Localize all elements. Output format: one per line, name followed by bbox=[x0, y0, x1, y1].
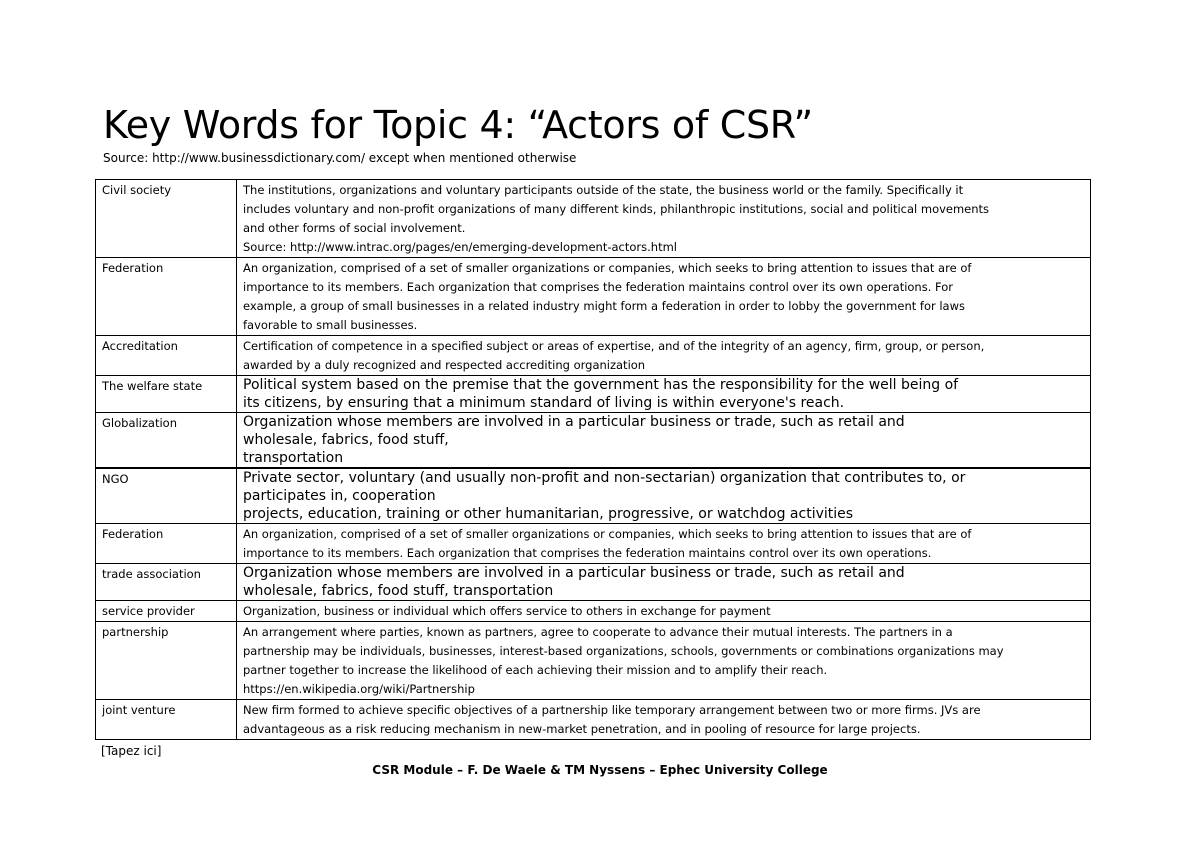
keywords-table bbox=[95, 179, 1091, 740]
definition-line: Certification of competence in a specified subject or areas of expertise, and of the integrity of an agency, firm, group, or person, bbox=[243, 339, 985, 353]
term-cell: service provider bbox=[96, 601, 237, 622]
definition-line: Source: http://www.intrac.org/pages/en/emerging-development-actors.html bbox=[243, 240, 677, 254]
definition-line: participates in, cooperation bbox=[243, 488, 436, 504]
source-line: Source: http://www.businessdictionary.com/ except when mentioned otherwise bbox=[103, 151, 577, 165]
definition-line: Organization whose members are involved in a particular business or trade, such as retail and bbox=[243, 565, 905, 581]
definition-line: wholesale, fabrics, food stuff, bbox=[243, 432, 449, 448]
definition-line: and other forms of social involvement. bbox=[243, 221, 466, 235]
term-cell: joint venture bbox=[96, 700, 237, 740]
definition-cell bbox=[237, 376, 1091, 413]
definition-line: advantageous as a risk reducing mechanism in new-market penetration, and in pooling of resource for large projects. bbox=[243, 722, 921, 736]
definition-cell bbox=[237, 413, 1091, 469]
definition-line: partnership may be individuals, businesses, interest-based organizations, schools, governments or combinations organizations may bbox=[243, 644, 1004, 658]
header-placeholder: [Tapez ici] bbox=[101, 744, 162, 758]
term-cell: Civil society bbox=[96, 180, 237, 258]
definition-cell bbox=[237, 601, 1091, 622]
term-cell: Federation bbox=[96, 258, 237, 336]
definition-line: https://en.wikipedia.org/wiki/Partnership bbox=[243, 682, 475, 696]
term-cell: partnership bbox=[96, 622, 237, 700]
definition-line: An organization, comprised of a set of smaller organizations or companies, which seeks to bring attention to issues that are of bbox=[243, 527, 972, 541]
definition-line: importance to its members. Each organization that comprises the federation maintains control over its own operations. bbox=[243, 546, 932, 560]
definition-line: The institutions, organizations and voluntary participants outside of the state, the business world or the family. Specifically it bbox=[243, 183, 964, 197]
definition-line: awarded by a duly recognized and respected accrediting organization bbox=[243, 358, 646, 372]
definition-line: An organization, comprised of a set of smaller organizations or companies, which seeks to bring attention to issues that are of bbox=[243, 261, 972, 275]
definition-line: transportation bbox=[243, 450, 344, 466]
term-cell: Accreditation bbox=[96, 336, 237, 376]
table-row bbox=[96, 258, 1091, 336]
definition-line: Organization, business or individual which offers service to others in exchange for payment bbox=[243, 604, 771, 618]
term-cell: Globalization bbox=[96, 413, 237, 469]
definition-cell bbox=[237, 468, 1091, 524]
definition-cell bbox=[237, 180, 1091, 258]
table-row bbox=[96, 622, 1091, 700]
definition-cell bbox=[237, 524, 1091, 564]
definition-cell bbox=[237, 336, 1091, 376]
term-cell: NGO bbox=[96, 468, 237, 524]
table-row bbox=[96, 376, 1091, 413]
table-row bbox=[96, 564, 1091, 601]
definition-cell bbox=[237, 700, 1091, 740]
definition-line: wholesale, fabrics, food stuff, transportation bbox=[243, 583, 554, 599]
definition-line: Organization whose members are involved in a particular business or trade, such as retail and bbox=[243, 414, 905, 430]
definition-line: partner together to increase the likelihood of each achieving their mission and to amplify their reach. bbox=[243, 663, 828, 677]
definition-cell bbox=[237, 622, 1091, 700]
page-title: Key Words for Topic 4: “Actors of CSR” bbox=[103, 103, 813, 147]
definition-line: importance to its members. Each organization that comprises the federation maintains control over its own operations. For bbox=[243, 280, 953, 294]
table-row bbox=[96, 468, 1091, 524]
page-footer: CSR Module – F. De Waele & TM Nyssens – Ephec University College bbox=[372, 763, 828, 777]
table-row bbox=[96, 601, 1091, 622]
definition-line: Private sector, voluntary (and usually non-profit and non-sectarian) organization that contributes to, or bbox=[243, 470, 966, 486]
table-row bbox=[96, 413, 1091, 469]
definition-line: New firm formed to achieve specific objectives of a partnership like temporary arrangement between two or more firms. JVs are bbox=[243, 703, 981, 717]
table-row bbox=[96, 180, 1091, 258]
table-row bbox=[96, 700, 1091, 740]
definition-line: favorable to small businesses. bbox=[243, 318, 418, 332]
table-row bbox=[96, 524, 1091, 564]
definition-cell bbox=[237, 258, 1091, 336]
term-cell: The welfare state bbox=[96, 376, 237, 413]
definition-line: example, a group of small businesses in a related industry might form a federation in order to lobby the government for laws bbox=[243, 299, 966, 313]
definition-line: includes voluntary and non-profit organizations of many different kinds, philanthropic institutions, social and political movements bbox=[243, 202, 990, 216]
definition-line: An arrangement where parties, known as partners, agree to cooperate to advance their mutual interests. The partners in a bbox=[243, 625, 953, 639]
table-row bbox=[96, 336, 1091, 376]
term-cell: trade association bbox=[96, 564, 237, 601]
definition-cell bbox=[237, 564, 1091, 601]
definition-line: projects, education, training or other humanitarian, progressive, or watchdog activities bbox=[243, 506, 854, 522]
definition-line: Political system based on the premise that the government has the responsibility for the well being of bbox=[243, 377, 959, 393]
term-cell: Federation bbox=[96, 524, 237, 564]
definition-line: its citizens, by ensuring that a minimum standard of living is within everyone's reach. bbox=[243, 395, 845, 411]
